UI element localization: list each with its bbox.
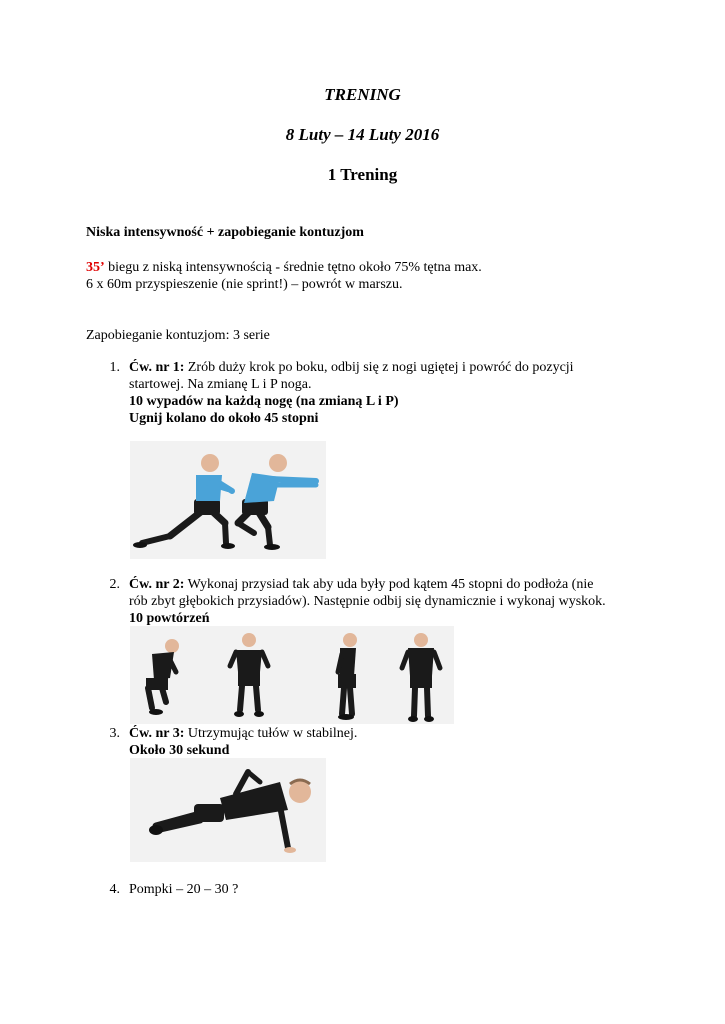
squat-front-figure bbox=[230, 633, 268, 717]
exercise-2-photo bbox=[130, 626, 454, 724]
exercise-3-photo bbox=[130, 758, 326, 862]
exercise-3-duration: Około 30 sekund bbox=[129, 743, 230, 758]
exercise-1-number: 1. bbox=[109, 360, 120, 375]
exercise-1-desc: Zrób duży krok po boku, odbij się z nogi ugiętej i powróć do pozycji bbox=[184, 360, 574, 375]
exercise-2-desc: Wykonaj przysiad tak aby uda były pod kątem 45 stopni do podłoża (nie bbox=[184, 577, 594, 592]
session-title: 1 Trening bbox=[327, 165, 398, 184]
date-range: 8 Luty – 14 Luty 2016 bbox=[285, 125, 440, 144]
exercise-1-label: Ćw. nr 1: bbox=[129, 360, 185, 375]
section-heading: Niska intensywność + zapobieganie kontuzjom bbox=[86, 225, 364, 240]
exercise-1-line-2: startowej. Na zmianę L i P noga. bbox=[129, 377, 312, 392]
exercise-3-desc: Utrzymując tułów w stabilnej. bbox=[184, 726, 358, 741]
exercise-1-note: Ugnij kolano do około 45 stopni bbox=[129, 411, 319, 426]
exercise-3-line-1 bbox=[129, 725, 357, 742]
lunge-figure-right bbox=[238, 454, 316, 550]
injury-prevention-label: Zapobieganie kontuzjom: 3 serie bbox=[86, 328, 270, 343]
exercise-3-number: 3. bbox=[109, 726, 120, 741]
exercise-4-text: Pompki – 20 – 30 ? bbox=[129, 882, 239, 897]
run-line-1 bbox=[86, 259, 482, 276]
standing-side-figure bbox=[338, 633, 357, 720]
squat-side-figure bbox=[146, 639, 179, 715]
exercise-2-line-1 bbox=[129, 576, 593, 593]
exercise-2-reps: 10 powtórzeń bbox=[129, 611, 210, 626]
page-title: TRENING bbox=[324, 85, 401, 104]
side-plank-figure bbox=[149, 772, 311, 853]
exercise-1-reps: 10 wypadów na każdą nogę (na zmianą L i P) bbox=[129, 394, 399, 409]
exercise-1-line-1 bbox=[129, 359, 574, 376]
run-duration: 35’ bbox=[86, 260, 105, 275]
lunge-figure-left bbox=[133, 454, 235, 549]
exercise-2-number: 2. bbox=[109, 577, 120, 592]
exercise-1-photo bbox=[130, 441, 326, 559]
run-description: biegu z niską intensywnością - średnie tętno około 75% tętna max. bbox=[104, 260, 482, 275]
exercise-4-number: 4. bbox=[109, 882, 120, 897]
exercise-2-line-2: rób zbyt głębokich przysiadów). Następnie odbij się dynamicznie i wykonaj wyskok. bbox=[129, 594, 606, 609]
run-line-2: 6 x 60m przyspieszenie (nie sprint!) – powrót w marszu. bbox=[86, 277, 403, 292]
exercise-3-label: Ćw. nr 3: bbox=[129, 726, 185, 741]
exercise-2-label: Ćw. nr 2: bbox=[129, 577, 185, 592]
standing-front-figure bbox=[402, 633, 440, 722]
